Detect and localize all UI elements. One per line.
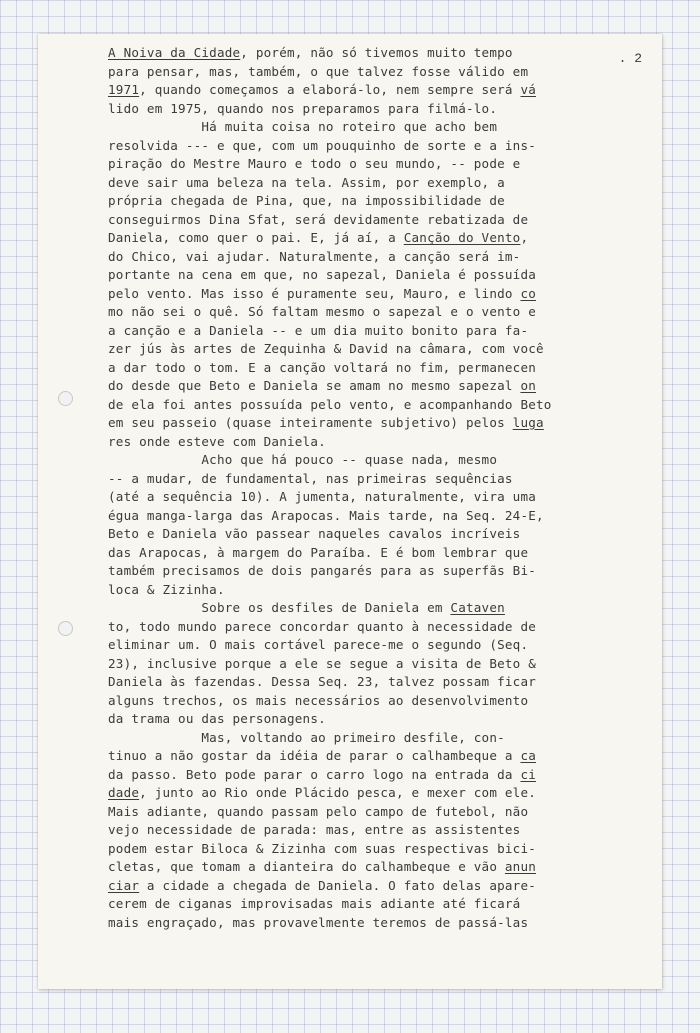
text-run: lido em 1975, quando nos preparamos para filmá-lo.	[108, 100, 498, 116]
text-line	[108, 211, 552, 230]
text-run: loca & Zizinha.	[108, 581, 225, 597]
text-run: também precisamos de dois pangarés para as superfãs Bi-	[108, 563, 537, 578]
text-line	[108, 858, 552, 877]
text-run: , porém, não só tivemos muito tempo	[240, 45, 513, 60]
text-run: tinuo a não gostar da idéia de parar o calhambeque a	[108, 748, 521, 763]
text-run: eliminar um. O mais cortável parece-me o segundo (Seq.	[108, 637, 529, 652]
text-line	[108, 599, 552, 618]
text-run: portante na cena em que, no sapezal, Daniela é possuída	[108, 267, 537, 282]
text-line	[108, 451, 552, 470]
underlined-text: ciar	[108, 877, 140, 893]
text-line	[108, 229, 552, 248]
text-run: ,	[520, 230, 529, 245]
text-line	[108, 877, 552, 896]
text-line	[108, 81, 552, 100]
text-line	[108, 544, 552, 563]
underlined-text: on	[520, 378, 537, 393]
text-line	[108, 285, 552, 304]
text-run: Beto e Daniela vão passear naqueles cavalos incríveis	[108, 526, 521, 541]
text-line	[108, 562, 552, 581]
text-run: cletas, que tomam a dianteira do calhambeque e vão	[108, 859, 505, 874]
page-number: . 2	[618, 51, 642, 66]
underlined-text: co	[520, 285, 537, 301]
text-line	[108, 63, 552, 82]
text-run: de ela foi antes possuída pelo vento, e acompanhando Beto	[108, 396, 552, 412]
text-run: Há muita coisa no roteiro que acho bem	[108, 119, 498, 134]
underlined-text: ca	[520, 748, 537, 763]
underlined-text: A Noiva da Cidade	[108, 45, 241, 60]
text-run: a dar todo o tom. E a canção voltará no fim, permanecen	[108, 359, 537, 375]
text-line	[108, 322, 552, 341]
text-line	[108, 100, 552, 119]
punch-hole-upper	[58, 391, 73, 406]
text-line	[108, 192, 552, 211]
text-line	[108, 525, 552, 544]
text-run: to, todo mundo parece concordar quanto à necessidade de	[108, 618, 537, 634]
underlined-text: Cataven	[450, 600, 505, 615]
text-run: a canção e a Daniela -- e um dia muito bonito para fa-	[108, 322, 529, 338]
text-line	[108, 414, 552, 433]
text-run: em seu passeio (quase inteiramente subjetivo) pelos	[108, 415, 513, 430]
text-run: mais engraçado, mas provavelmente teremos de passá-las	[108, 914, 529, 930]
text-line	[108, 803, 552, 822]
text-line	[108, 840, 552, 859]
text-run: da passo. Beto pode parar o carro logo na entrada da	[108, 766, 521, 782]
punch-hole-lower	[58, 621, 73, 636]
underlined-text: ci	[520, 766, 537, 782]
text-run: própria chegada de Pina, que, na impossibilidade de	[108, 193, 505, 208]
typewritten-body	[108, 44, 552, 932]
text-run: para pensar, mas, também, o que talvez fosse válido em	[108, 63, 529, 79]
text-line	[108, 44, 552, 63]
text-line	[108, 377, 552, 396]
text-line	[108, 507, 552, 526]
text-run: alguns trechos, os mais necessários ao desenvolvimento	[108, 692, 529, 708]
text-run: resolvida --- e que, com um pouquinho de sorte e a ins-	[108, 137, 537, 153]
text-run: -- a mudar, de fundamental, nas primeiras sequências	[108, 470, 513, 486]
text-line	[108, 303, 552, 322]
text-run: Mais adiante, quando passam pelo campo de futebol, não	[108, 803, 529, 819]
text-line	[108, 618, 552, 637]
underlined-text: vá	[520, 82, 537, 97]
text-line	[108, 488, 552, 507]
text-run: pelo vento. Mas isso é puramente seu, Mauro, e lindo	[108, 285, 521, 301]
text-run: do desde que Beto e Daniela se amam no mesmo sapezal	[108, 378, 521, 393]
text-run: Daniela, como quer o pai. E, já aí, a	[108, 230, 404, 245]
text-run: , quando começamos a elaborá-lo, nem sempre será	[139, 82, 521, 97]
text-run: das Arapocas, à margem do Paraíba. E é bom lembrar que	[108, 544, 529, 560]
text-line	[108, 895, 552, 914]
text-line	[108, 821, 552, 840]
text-line	[108, 636, 552, 655]
text-line	[108, 581, 552, 600]
text-run: do Chico, vai ajudar. Naturalmente, a canção será im-	[108, 248, 521, 264]
underlined-text: Canção do Vento	[403, 230, 521, 245]
underlined-text: luga	[512, 415, 544, 430]
text-line	[108, 673, 552, 692]
text-run: Sobre os desfiles de Daniela em	[108, 600, 451, 615]
text-run: cerem de ciganas improvisadas mais adiante até ficará	[108, 896, 521, 911]
text-run: a cidade a chegada de Daniela. O fato delas apare-	[139, 877, 537, 893]
text-line	[108, 784, 552, 803]
text-run: conseguirmos Dina Sfat, será devidamente rebatizada de	[108, 211, 529, 227]
text-line	[108, 433, 552, 452]
text-run: Mas, voltando ao primeiro desfile, con-	[108, 729, 505, 745]
underlined-text: anun	[504, 859, 537, 874]
text-run: zer jús às artes de Zequinha & David na câmara, com você	[108, 341, 544, 356]
text-run: mo não sei o quê. Só faltam mesmo o sapezal e o vento e	[108, 304, 537, 319]
text-line	[108, 155, 552, 174]
text-run: vejo necessidade de parada: mas, entre as assistentes	[108, 822, 521, 837]
text-line	[108, 655, 552, 674]
text-run: 23), inclusive porque a ele se segue a visita de Beto &	[108, 655, 537, 671]
text-line	[108, 340, 552, 359]
text-line	[108, 914, 552, 933]
text-line	[108, 729, 552, 748]
text-run: da trama ou das personagens.	[108, 711, 326, 726]
underlined-text: dade	[108, 785, 140, 800]
underlined-text: 1971	[108, 82, 140, 97]
text-line	[108, 266, 552, 285]
text-line	[108, 470, 552, 489]
text-line	[108, 710, 552, 729]
text-run: res onde esteve com Daniela.	[108, 433, 326, 449]
text-line	[108, 747, 552, 766]
text-run: (até a sequência 10). A jumenta, naturalmente, vira uma	[108, 489, 537, 504]
text-line	[108, 118, 552, 137]
text-line	[108, 359, 552, 378]
text-line	[108, 248, 552, 267]
text-run: Acho que há pouco -- quase nada, mesmo	[108, 452, 498, 467]
text-line	[108, 174, 552, 193]
text-run: , junto ao Rio onde Plácido pesca, e mexer com ele.	[139, 785, 537, 800]
text-line	[108, 396, 552, 415]
text-run: Daniela às fazendas. Dessa Seq. 23, talvez possam ficar	[108, 674, 537, 689]
text-line	[108, 137, 552, 156]
text-line	[108, 692, 552, 711]
text-run: piração do Mestre Mauro e todo o seu mundo, -- pode e	[108, 156, 521, 171]
text-run: deve sair uma beleza na tela. Assim, por exemplo, a	[108, 174, 505, 190]
text-line	[108, 766, 552, 785]
text-run: podem estar Biloca & Zizinha com suas respectivas bici-	[108, 840, 537, 856]
text-run: égua manga-larga das Arapocas. Mais tarde, na Seq. 24-E,	[108, 507, 544, 523]
